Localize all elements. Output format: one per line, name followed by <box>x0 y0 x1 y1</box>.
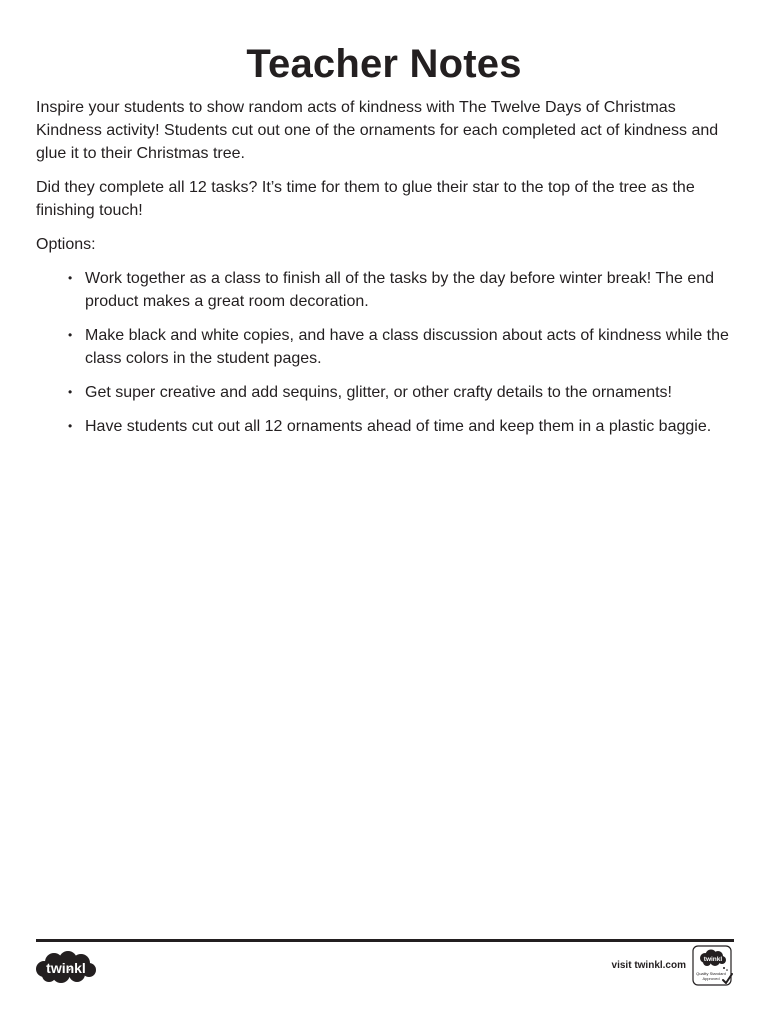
badge-line-1: Quality Standard <box>696 971 726 976</box>
footer-divider <box>36 939 734 942</box>
bullet-icon: • <box>68 328 73 342</box>
list-item <box>68 381 736 404</box>
twinkl-logo-icon[interactable] <box>35 950 97 984</box>
list-item <box>68 415 736 438</box>
list-item <box>68 324 736 370</box>
list-item-text: Have students cut out all 12 ornaments ahead of time and keep them in a plastic baggie. <box>85 418 712 435</box>
options-list <box>36 267 736 438</box>
logo-text: twinkl <box>46 960 86 976</box>
bullet-icon: • <box>68 419 73 433</box>
badge-brand: twinkl <box>703 956 723 963</box>
bullet-icon: • <box>68 385 73 399</box>
notes-content <box>36 96 736 449</box>
badge-line-2: Approved <box>702 976 720 981</box>
list-item-text: Work together as a class to finish all of the tasks by the day before winter break! The end product makes a great room decoration. <box>85 270 715 310</box>
options-label: Options: <box>36 236 96 253</box>
page-title: Teacher Notes <box>246 42 522 86</box>
list-item-text: Make black and white copies, and have a class discussion about acts of kindness while the class colors in the student pages. <box>85 327 729 367</box>
intro-paragraph: Inspire your students to show random acts of kindness with The Twelve Days of Christmas Kindness activity! Students cut out one of the ornaments for each completed act of kindness and glue it to their Christmas tree. <box>36 99 719 162</box>
intro-paragraph: Did they complete all 12 tasks? It’s time for them to glue their star to the top of the tree as the finishing touch! <box>36 179 695 219</box>
quality-standard-badge-icon <box>692 945 734 987</box>
list-item-text: Get super creative and add sequins, glitter, or other crafty details to the ornaments! <box>85 384 672 401</box>
list-item <box>68 267 736 313</box>
bullet-icon: • <box>68 271 73 285</box>
visit-link[interactable]: visit twinkl.com <box>611 960 686 971</box>
